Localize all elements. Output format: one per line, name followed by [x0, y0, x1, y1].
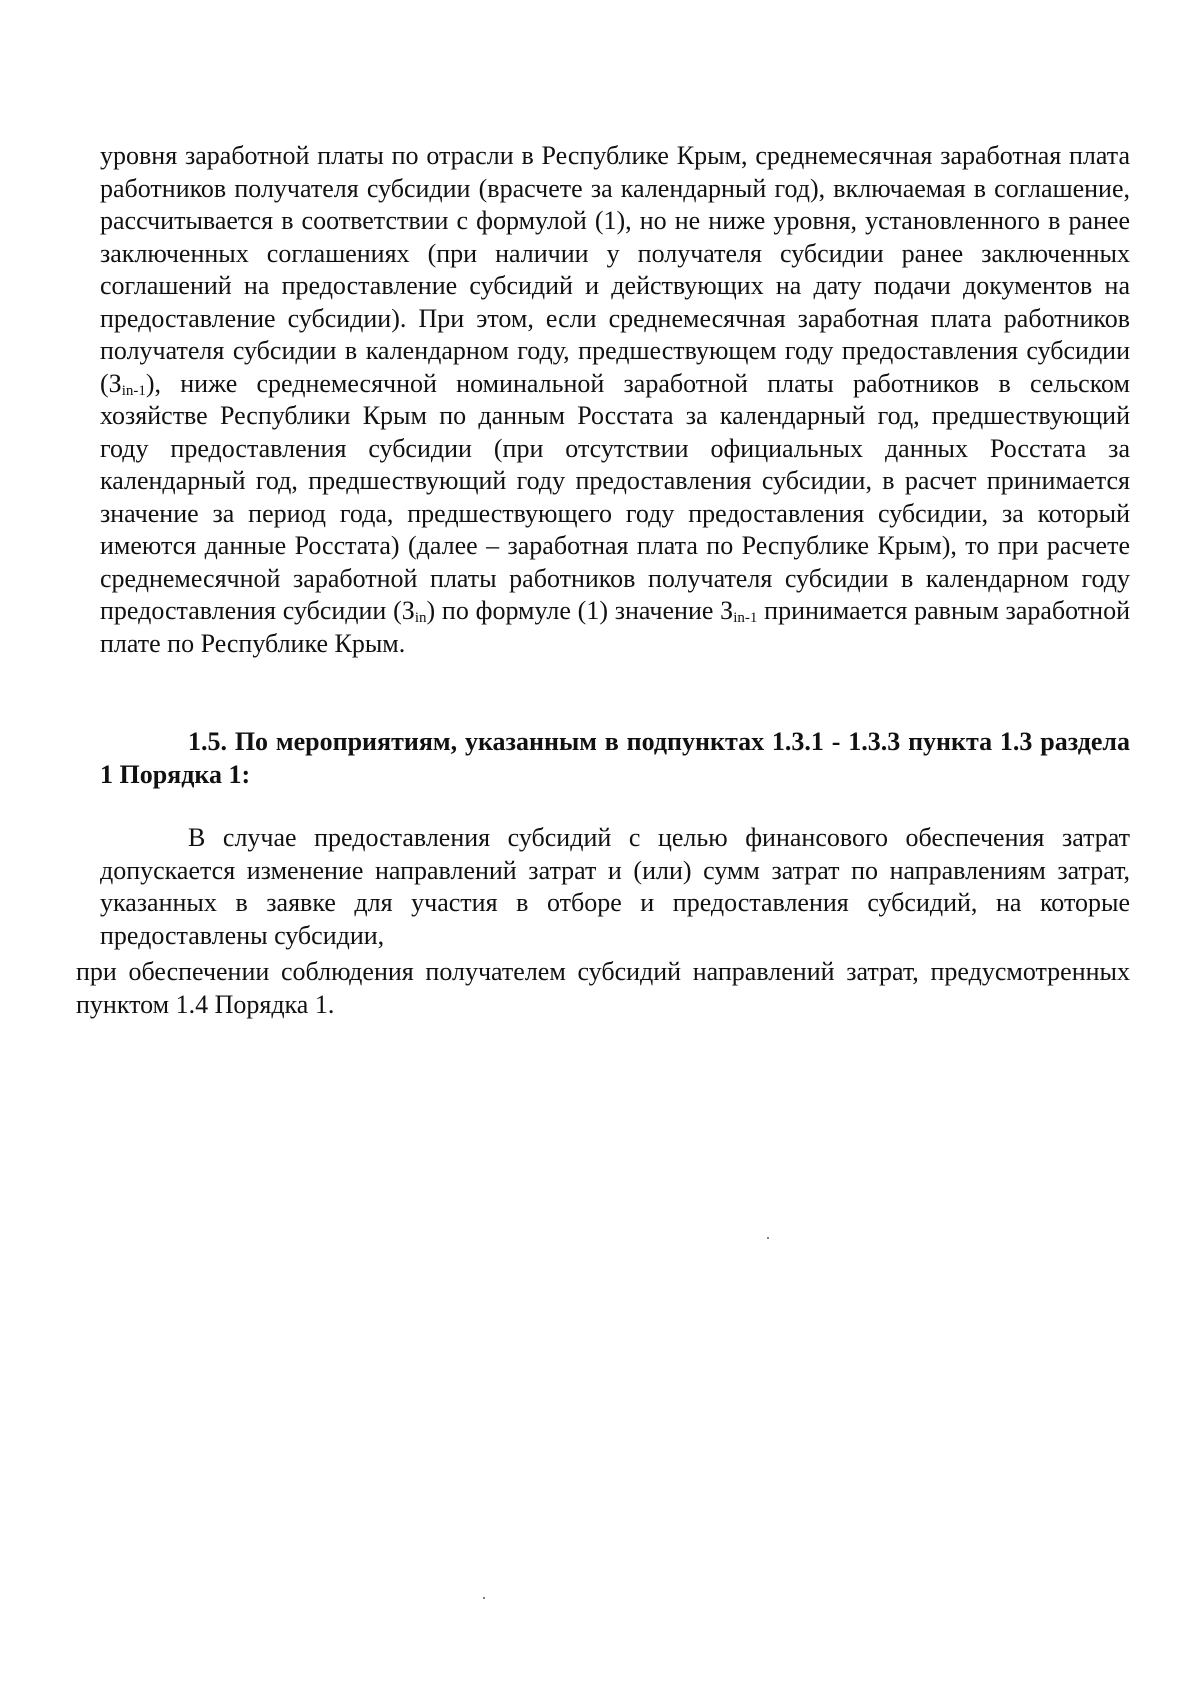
- paragraph-cost-conditions: при обеспечении соблюдения получателем субсидий направлений затрат, предусмотренных пунктом 1.4 Порядка 1.: [76, 957, 1130, 1019]
- section-heading-1-5: 1.5. По мероприятиям, указанным в подпунктах 1.3.1 - 1.3.3 пункта 1.3 раздела 1 Порядка 1:: [100, 727, 1130, 789]
- subscript-in: in: [414, 610, 427, 626]
- paragraph-cost-changes: В случае предоставления субсидий с целью финансового обеспечения затрат допускается изменение направлений затрат и (или) сумм затрат по направлениям затрат, указанных в заявке для участия в отборе и предоставления субсидий, на которые предоставлены субсидии,: [100, 823, 1130, 950]
- paragraph-wages-part-a: уровня заработной платы по отрасли в Республике Крым, среднемесячная заработная плата работников получателя субсидии (врасчете за календарный год), включаемая в соглашение, рассчитывается в соответствии с формулой (1), но не ниже уровня, установленного в ранее заключенных соглашениях (при наличии у получателя субсидии ранее заключенных соглашений на предоставление субсидий и действующих на дату подачи документов на предоставление субсидии). При этом, если среднемесячная заработная плата работников получателя субсидии в календарном году, предшествующем году предоставления субсидии (З: [100, 141, 1130, 398]
- subscript-in-minus-1-second: in-1: [733, 610, 758, 626]
- paragraph-wages-part-b: ), ниже среднемесячной номинальной заработной платы работников в сельском хозяйстве Республики Крым по данным Росстата за календарный год, предшествующий году предоставления субсидии (при отсутствии официальных данных Росстата за календарный год, предшествующий году предоставления субсидии, в расчет принимается значение за период года, предшествующего году предоставления субсидии, за который имеются данные Росстата) (далее – заработная плата по Республике Крым), то при расчете среднемесячной заработной платы работников получателя субсидии в календарном году предоставления субсидии (З: [100, 368, 1130, 625]
- paragraph-wages-part-d: принимается равным заработной плате по Республике Крым.: [100, 596, 1130, 658]
- paragraph-wages: [100, 140, 1130, 660]
- paragraph-wages-part-c: ) по формуле (1) значение З: [426, 596, 734, 625]
- scan-speck: [483, 1597, 485, 1599]
- subscript-in-minus-1: in-1: [121, 382, 146, 399]
- scan-speck: [767, 1237, 769, 1239]
